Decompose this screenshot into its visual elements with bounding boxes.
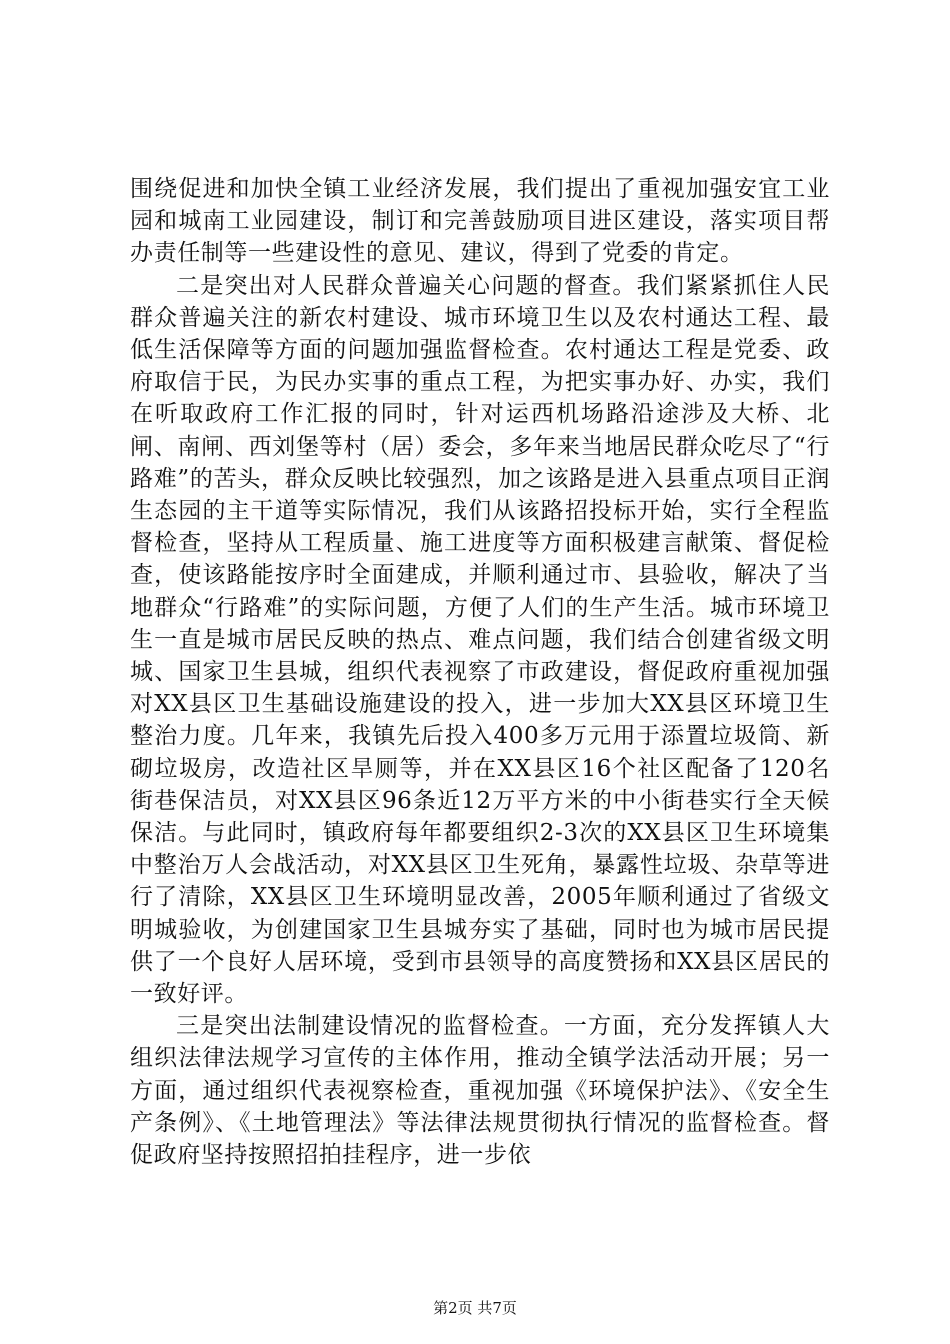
paragraph-industrial-parks: 围绕促进和加快全镇工业经济发展，我们提出了重视加强安宜工业园和城南工业园建设，制订和完善鼓励项目进区建设，落实项目帮办责任制等一些建设性的意见、建议，得到了党委的肯定。 (130, 176, 830, 267)
paragraph-public-concerns: 二是突出对人民群众普遍关心问题的督查。我们紧紧抓住人民群众普遍关注的新农村建设、城市环境卫生以及农村通达工程、最低生活保障等方面的问题加强监督检查。农村通达工程是党委、政府取信于民，为民办实事的重点工程，为把实事办好、办实，我们在听取政府工作汇报的同时，针对运西机场路沿途涉及大桥、北闸、南闸、西刘堡等村（居）委会，多年来当地居民群众吃尽了“行路难”的苦头，群众反映比较强烈，加之该路是进入县重点项目正润生态园的主干道等实际情况，我们从该路招投标开始，实行全程监督检查，坚持从工程质量、施工进度等方面积极建言献策、督促检查，使该路能按序时全面建成，并顺利通过市、县验收，解决了当地群众“行路难”的实际问题，方便了人们的生产生活。城市环境卫生一直是城市居民反映的热点、难点问题，我们结合创建省级文明城、国家卫生县城，组织代表视察了市政建设，督促政府重视加强对XX县区卫生基础设施建设的投入，进一步加大XX县区环境卫生整治力度。几年来，我镇先后投入400多万元用于添置垃圾筒、新砌垃圾房，改造社区旱厕等，并在XX县区16个社区配备了120名街巷保洁员，对XX县区96条近12万平方米的中小街巷实行全天候保洁。与此同时，镇政府每年都要组织2-3次的XX县区卫生环境集中整治万人会战活动，对XX县区卫生死角，暴露性垃圾、杂草等进行了清除，XX县区卫生环境明显改善，2005年顺利通过了省级文明城验收，为创建国家卫生县城夯实了基础，同时也为城市居民提供了一个良好人居环境，受到市县领导的高度赞扬和XX县区居民的一致好评。 (130, 272, 830, 1008)
paragraph-legal-supervision: 三是突出法制建设情况的监督检查。一方面，充分发挥镇人大组织法律法规学习宣传的主体作用，推动全镇学法活动开展；另一方面，通过组织代表视察检查，重视加强《环境保护法》、《安全生产条例》、《土地管理法》等法律法规贯彻执行情况的监督检查。督促政府坚持按照招拍挂程序，进一步依 (130, 1013, 830, 1169)
document-body (130, 173, 830, 1171)
page-number-footer: 第2页 共7页 (433, 1299, 517, 1317)
